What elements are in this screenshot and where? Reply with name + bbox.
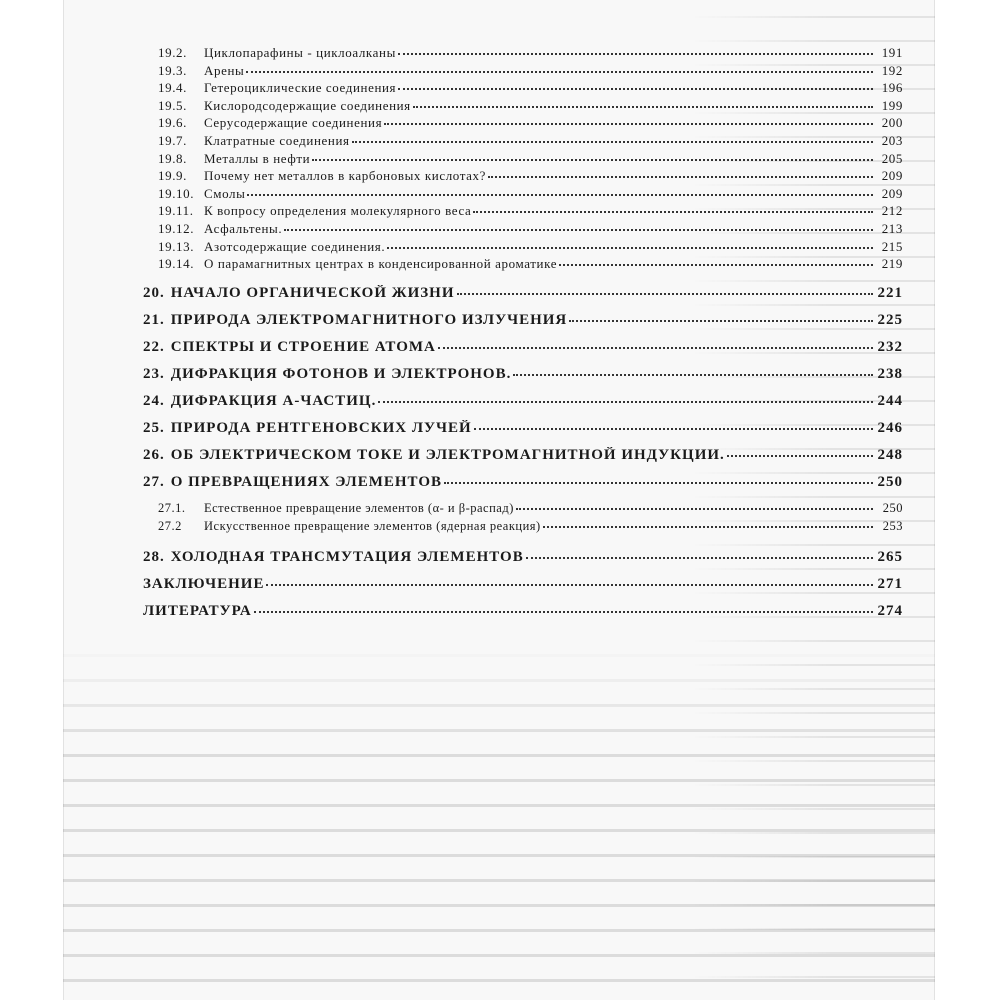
dot-leader: [457, 292, 874, 295]
entry-title: НАЧАЛО ОРГАНИЧЕСКОЙ ЖИЗНИ: [170, 285, 455, 301]
dot-leader: [247, 193, 873, 196]
toc-subentry: [158, 63, 903, 79]
dot-leader: [384, 122, 873, 125]
entry-number: 27.: [143, 474, 165, 490]
toc-subentry: [158, 221, 903, 237]
entry-title: К вопросу определения молекулярного веса: [204, 203, 472, 219]
entry-page-number: 248: [877, 447, 903, 463]
entry-number: 23.: [143, 366, 165, 382]
entry-title: Клатратные соединения: [204, 133, 350, 148]
entry-page-number: 205: [881, 150, 903, 166]
entry-number: 19.9.: [158, 168, 187, 184]
entry-page-number: 232: [877, 339, 903, 355]
entry-page-number: 271: [877, 576, 903, 592]
entry-number: 19.12.: [158, 221, 195, 236]
entry-title: Металлы в нефти: [204, 150, 311, 166]
entry-number: 27.1.: [158, 501, 186, 515]
toc-chapter: [143, 312, 903, 329]
toc-chapter: [143, 447, 903, 464]
entry-page-number: 225: [877, 312, 903, 328]
entry-title: Арены: [204, 62, 245, 78]
entry-page-number: 250: [882, 501, 903, 515]
toc-chapter: [143, 603, 903, 620]
entry-page-number: 246: [877, 420, 903, 436]
entry-title: Кислородсодержащие соединения: [204, 97, 411, 113]
entry-title: ДИФРАКЦИЯ ФОТОНОВ И ЭЛЕКТРОНОВ.: [170, 366, 512, 382]
entry-number: 19.11.: [158, 203, 194, 219]
toc-chapter: [143, 474, 903, 491]
toc-subentry: [158, 168, 903, 184]
entry-number: 19.13.: [158, 238, 195, 254]
entry-page-number: 253: [882, 519, 903, 533]
dot-leader: [569, 319, 873, 322]
dot-leader: [352, 140, 873, 143]
toc-subentry: [158, 203, 903, 219]
entry-page-number: 250: [877, 474, 903, 490]
entry-number: 22.: [143, 339, 165, 355]
entry-page-number: 209: [881, 185, 903, 201]
entry-number: 19.4.: [158, 80, 187, 96]
entry-page-number: 265: [877, 549, 903, 565]
entry-title: ЛИТЕРАТУРА: [143, 603, 252, 619]
toc-subentry: [158, 519, 903, 534]
dot-leader: [543, 525, 873, 528]
dot-leader: [378, 400, 873, 403]
entry-number: 21.: [143, 312, 165, 328]
toc-subentry: [158, 133, 903, 149]
entry-title: Азотсодержащие соединения.: [204, 238, 386, 254]
book-page: [63, 0, 935, 1000]
dot-leader: [398, 52, 873, 55]
entry-page-number: 196: [881, 80, 903, 96]
dot-leader: [513, 373, 873, 376]
entry-number: 28.: [143, 549, 165, 565]
dot-leader: [246, 70, 873, 73]
entry-page-number: 215: [881, 238, 903, 254]
toc-subentry: [158, 98, 903, 114]
entry-page-number: 221: [877, 285, 903, 301]
toc-chapter: [143, 366, 903, 383]
entry-title: ЗАКЛЮЧЕНИЕ: [143, 576, 265, 592]
entry-number: 20.: [143, 285, 165, 301]
toc-chapter: [143, 339, 903, 356]
dot-leader: [312, 158, 873, 161]
entry-title: Гетероциклические соединения: [204, 80, 397, 96]
entry-page-number: 191: [881, 45, 903, 60]
toc-subentry: [158, 80, 903, 96]
toc-chapter: [143, 285, 903, 302]
entry-page-number: 219: [881, 256, 903, 272]
entry-title: О парамагнитных центрах в конденсированной ароматике: [204, 256, 558, 272]
toc-subentry: [158, 115, 903, 131]
toc-chapter: [143, 420, 903, 437]
entry-number: 19.2.: [158, 45, 187, 60]
dot-leader: [474, 427, 873, 430]
entry-number: 25.: [143, 420, 165, 436]
entry-number: 19.14.: [158, 256, 195, 272]
toc-chapter: [143, 549, 903, 566]
dot-leader: [254, 610, 873, 613]
entry-title: СПЕКТРЫ И СТРОЕНИЕ АТОМА: [170, 339, 436, 355]
entry-number: 19.10.: [158, 185, 195, 201]
toc-subentry: [158, 45, 903, 61]
entry-title: Смолы: [204, 185, 246, 201]
entry-title: Циклопарафины - циклоалканы: [204, 45, 396, 60]
entry-title: Асфальтены.: [204, 221, 283, 236]
entry-page-number: 199: [881, 97, 903, 113]
dot-leader: [516, 507, 873, 510]
toc-subentry: [158, 239, 903, 255]
entry-page-number: 244: [877, 393, 903, 409]
entry-title: ХОЛОДНАЯ ТРАНСМУТАЦИЯ ЭЛЕМЕНТОВ: [170, 549, 524, 565]
dot-leader: [473, 210, 873, 213]
entry-title: ПРИРОДА РЕНТГЕНОВСКИХ ЛУЧЕЙ: [170, 420, 472, 436]
entry-number: 19.6.: [158, 115, 187, 131]
entry-number: 27.2: [158, 519, 182, 533]
toc-subentry: [158, 186, 903, 202]
entry-page-number: 192: [881, 62, 903, 78]
entry-page-number: 209: [881, 168, 903, 184]
dot-leader: [727, 454, 873, 457]
dot-leader: [413, 105, 873, 108]
bleed-through-text-bottom: [63, 640, 935, 1000]
entry-number: 19.3.: [158, 62, 187, 78]
entry-page-number: 212: [881, 203, 903, 219]
entry-page-number: 213: [881, 221, 903, 236]
entry-title: ОБ ЭЛЕКТРИЧЕСКОМ ТОКЕ И ЭЛЕКТРОМАГНИТНОЙ ИНДУКЦИИ.: [170, 447, 725, 463]
toc-subentry: [158, 256, 903, 272]
dot-leader: [438, 346, 873, 349]
entry-page-number: 238: [877, 366, 903, 382]
entry-title: Серусодержащие соединения: [204, 115, 383, 131]
entry-title: Почему нет металлов в карбоновых кислотах?: [204, 168, 486, 184]
entry-page-number: 203: [881, 133, 903, 148]
entry-number: 26.: [143, 447, 165, 463]
entry-number: 19.8.: [158, 150, 187, 166]
dot-leader: [488, 175, 873, 178]
toc-chapter: [143, 576, 903, 593]
dot-leader: [559, 263, 873, 266]
dot-leader: [398, 87, 873, 90]
dot-leader: [284, 228, 873, 231]
entry-number: 19.5.: [158, 97, 187, 113]
entry-number: 19.7.: [158, 133, 187, 148]
entry-title: Естественное превращение элементов (α- и β-распад): [204, 501, 514, 515]
dot-leader: [387, 246, 873, 249]
toc-chapter: [143, 393, 903, 410]
dot-leader: [444, 481, 873, 484]
entry-title: ПРИРОДА ЭЛЕКТРОМАГНИТНОГО ИЗЛУЧЕНИЯ: [170, 312, 568, 328]
entry-title: ДИФРАКЦИЯ A-ЧАСТИЦ.: [170, 393, 377, 409]
dot-leader: [266, 583, 873, 586]
entry-title: Искусственное превращение элементов (ядерная реакция): [204, 519, 541, 533]
entry-page-number: 274: [877, 603, 903, 619]
toc-subentry: [158, 151, 903, 167]
toc-subentry: [158, 501, 903, 516]
dot-leader: [526, 556, 873, 559]
entry-number: 24.: [143, 393, 165, 409]
entry-page-number: 200: [881, 115, 903, 131]
entry-title: О ПРЕВРАЩЕНИЯХ ЭЛЕМЕНТОВ: [170, 474, 443, 490]
